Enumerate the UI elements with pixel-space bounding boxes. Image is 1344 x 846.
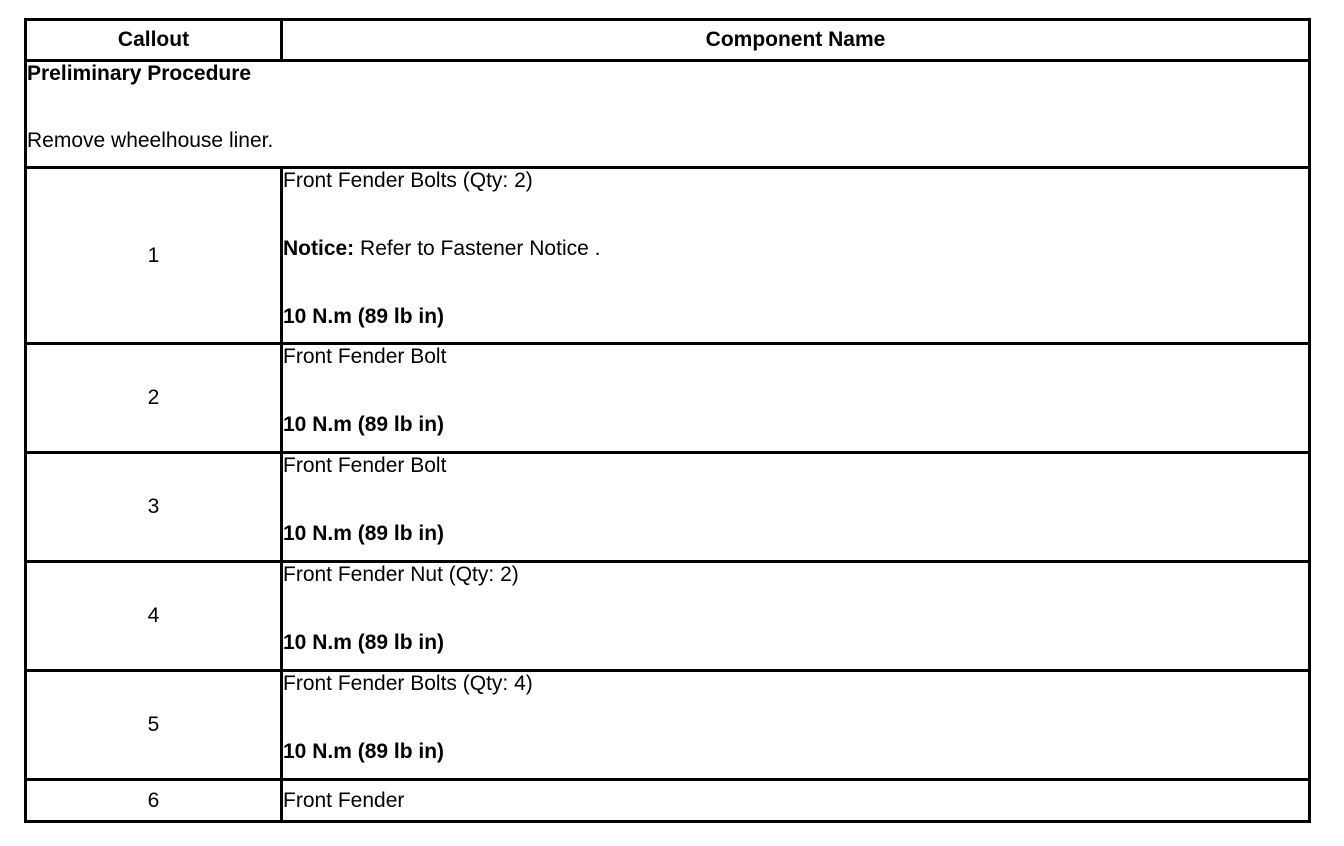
component-cell	[282, 344, 1310, 453]
table-row	[26, 453, 1310, 562]
torque-spec: 10 N.m (89 lb in)	[283, 631, 445, 654]
torque-spec: 10 N.m (89 lb in)	[283, 305, 445, 328]
component-name: Front Fender Nut (Qty: 2)	[283, 563, 519, 586]
component-cell	[282, 671, 1310, 780]
preliminary-cell	[26, 61, 1310, 168]
component-name: Front Fender Bolts (Qty: 4)	[283, 672, 533, 695]
preliminary-text: Remove wheelhouse liner.	[27, 129, 274, 152]
notice-text: Refer to Fastener Notice .	[354, 237, 601, 260]
component-cell	[282, 453, 1310, 562]
callout-cell: 4	[26, 562, 282, 671]
component-cell	[282, 168, 1310, 344]
table-row	[26, 562, 1310, 671]
preliminary-title: Preliminary Procedure	[27, 62, 252, 85]
table-row	[26, 671, 1310, 780]
component-cell	[282, 780, 1310, 822]
component-table	[24, 18, 1311, 823]
callout-cell: 3	[26, 453, 282, 562]
table-row	[26, 168, 1310, 344]
component-name-header: Component Name	[282, 20, 1310, 61]
component-name: Front Fender Bolt	[283, 345, 447, 368]
table-row	[26, 780, 1310, 822]
torque-spec: 10 N.m (89 lb in)	[283, 413, 445, 436]
torque-spec: 10 N.m (89 lb in)	[283, 522, 445, 545]
callout-cell: 5	[26, 671, 282, 780]
table-row	[26, 344, 1310, 453]
notice-label: Notice:	[283, 237, 355, 260]
callout-header: Callout	[26, 20, 282, 61]
component-name: Front Fender	[283, 788, 405, 812]
callout-cell: 2	[26, 344, 282, 453]
torque-spec: 10 N.m (89 lb in)	[283, 740, 445, 763]
component-name: Front Fender Bolts (Qty: 2)	[283, 169, 533, 192]
callout-cell: 6	[26, 780, 282, 822]
component-name: Front Fender Bolt	[283, 454, 447, 477]
callout-cell: 1	[26, 168, 282, 344]
notice-line	[283, 237, 1308, 261]
component-cell	[282, 562, 1310, 671]
preliminary-row	[26, 61, 1310, 168]
header-row	[26, 20, 1310, 61]
